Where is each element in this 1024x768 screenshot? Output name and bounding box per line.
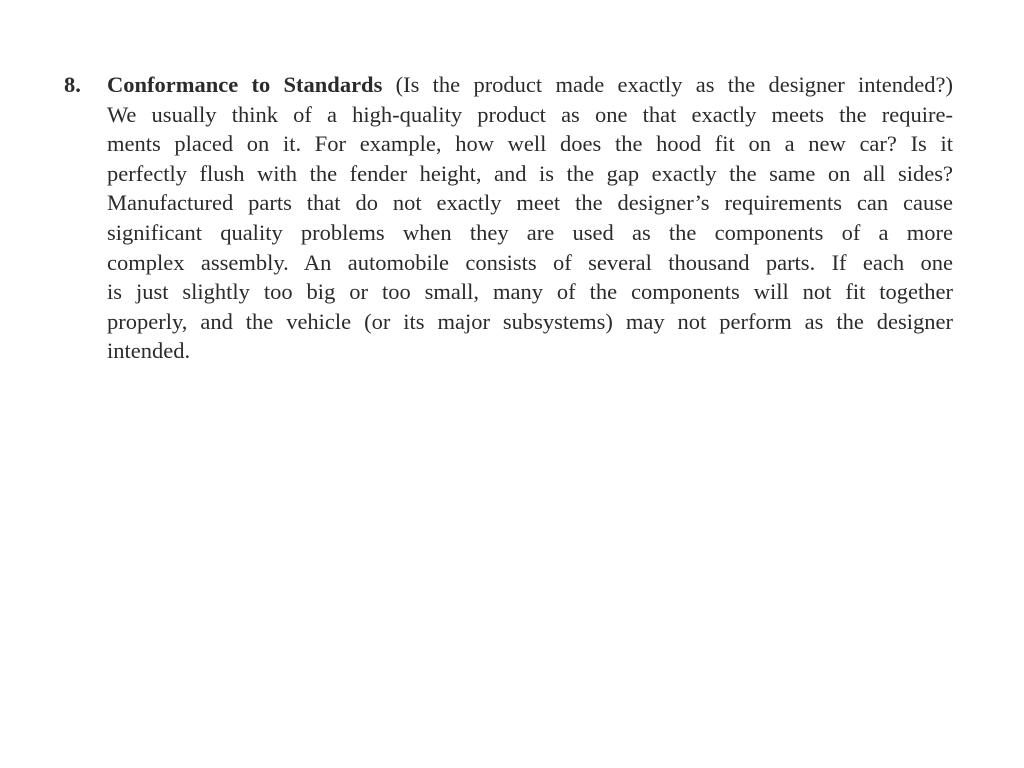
paragraph-line-last: intended. [107, 338, 191, 364]
paragraph-line: is just slightly too big or too small, many of the components will not fit together [107, 279, 953, 305]
item-heading-subtitle: (Is the product made exactly as the designer intended?) [382, 72, 953, 97]
item-number: 8. [64, 72, 81, 97]
item-body [107, 70, 953, 366]
paragraph-line: Manufactured parts that do not exactly meet the designer’s requirements can cause [107, 190, 953, 216]
numbered-item [64, 70, 956, 366]
item-heading: Conformance to Standards [107, 72, 383, 97]
item-first-line [107, 70, 953, 100]
paragraph-line: properly, and the vehicle (or its major subsystems) may not perform as the designer [107, 308, 953, 334]
paragraph-line: We usually think of a high-quality product as one that exactly meets the require- [107, 101, 953, 127]
paragraph-line: ments placed on it. For example, how well does the hood fit on a new car? Is it [107, 131, 953, 157]
paragraph-line: complex assembly. An automobile consists of several thousand parts. If each one [107, 249, 953, 275]
paragraph-line: significant quality problems when they are used as the components of a more [107, 219, 953, 245]
paragraph-line: perfectly flush with the fender height, and is the gap exactly the same on all sides? [107, 160, 953, 186]
